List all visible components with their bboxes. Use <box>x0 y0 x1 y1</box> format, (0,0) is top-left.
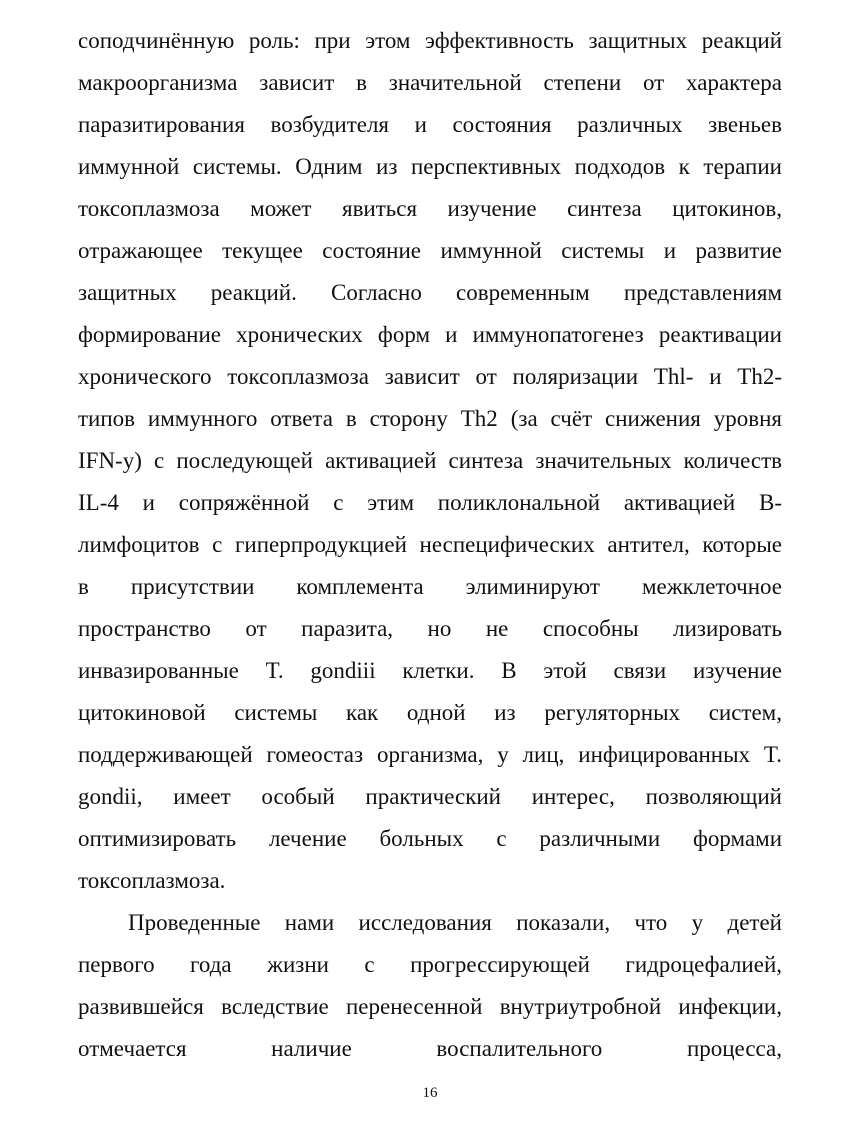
text-line: Проведенные нами исследования показали, что у детей <box>128 910 782 935</box>
text-line: токсоплазмоза. <box>78 868 226 893</box>
text-line: развившейся вследствие перенесенной внутриутробной инфекции, <box>78 994 782 1019</box>
text-line: отражающее текущее состояние иммунной системы и развитие <box>78 238 782 263</box>
text-line: отмечается наличие воспалительного процесса, <box>78 1036 782 1061</box>
text-line: паразитирования возбудителя и состояния различных звеньев <box>78 112 782 137</box>
text-line: макроорганизма зависит в значительной степени от характера <box>78 70 782 95</box>
text-line: первого года жизни с прогрессирующей гидроцефалией, <box>78 952 782 977</box>
page-number: 16 <box>422 1085 438 1101</box>
text-line: пространство от паразита, но не способны лизировать <box>78 616 782 641</box>
text-line: цитокиновой системы как одной из регуляторных систем, <box>78 700 782 725</box>
text-line: защитных реакций. Согласно современным представлениям <box>78 280 782 305</box>
text-line: типов иммунного ответа в сторону Th2 (за счёт снижения уровня <box>78 406 782 431</box>
text-line: оптимизировать лечение больных с различными формами <box>78 826 782 851</box>
text-line: лимфоцитов с гиперпродукцией неспецифических антител, которые <box>78 532 782 557</box>
text-line: поддерживающей гомеостаз организма, у лиц, инфицированных T. <box>78 742 782 767</box>
text-line: токсоплазмоза может явиться изучение синтеза цитокинов, <box>78 196 782 221</box>
text-line: IFN-y) с последующей активацией синтеза значительных количеств <box>78 448 782 473</box>
text-line: хронического токсоплазмоза зависит от поляризации Thl- и Th2- <box>78 364 782 389</box>
text-line: в присутствии комплемента элиминируют межклеточное <box>78 574 782 599</box>
text-line: формирование хронических форм и иммунопатогенез реактивации <box>78 322 782 347</box>
text-line: иммунной системы. Одним из перспективных подходов к терапии <box>78 154 782 179</box>
text-line: соподчинённую роль: при этом эффективность защитных реакций <box>78 28 782 53</box>
text-line: gondii, имеет особый практический интерес, позволяющий <box>78 784 782 809</box>
body-text <box>78 20 782 1070</box>
text-line: IL-4 и сопряжённой с этим поликлональной активацией B- <box>78 490 782 515</box>
text-line: инвазированные T. gondiii клетки. В этой связи изучение <box>78 658 782 683</box>
